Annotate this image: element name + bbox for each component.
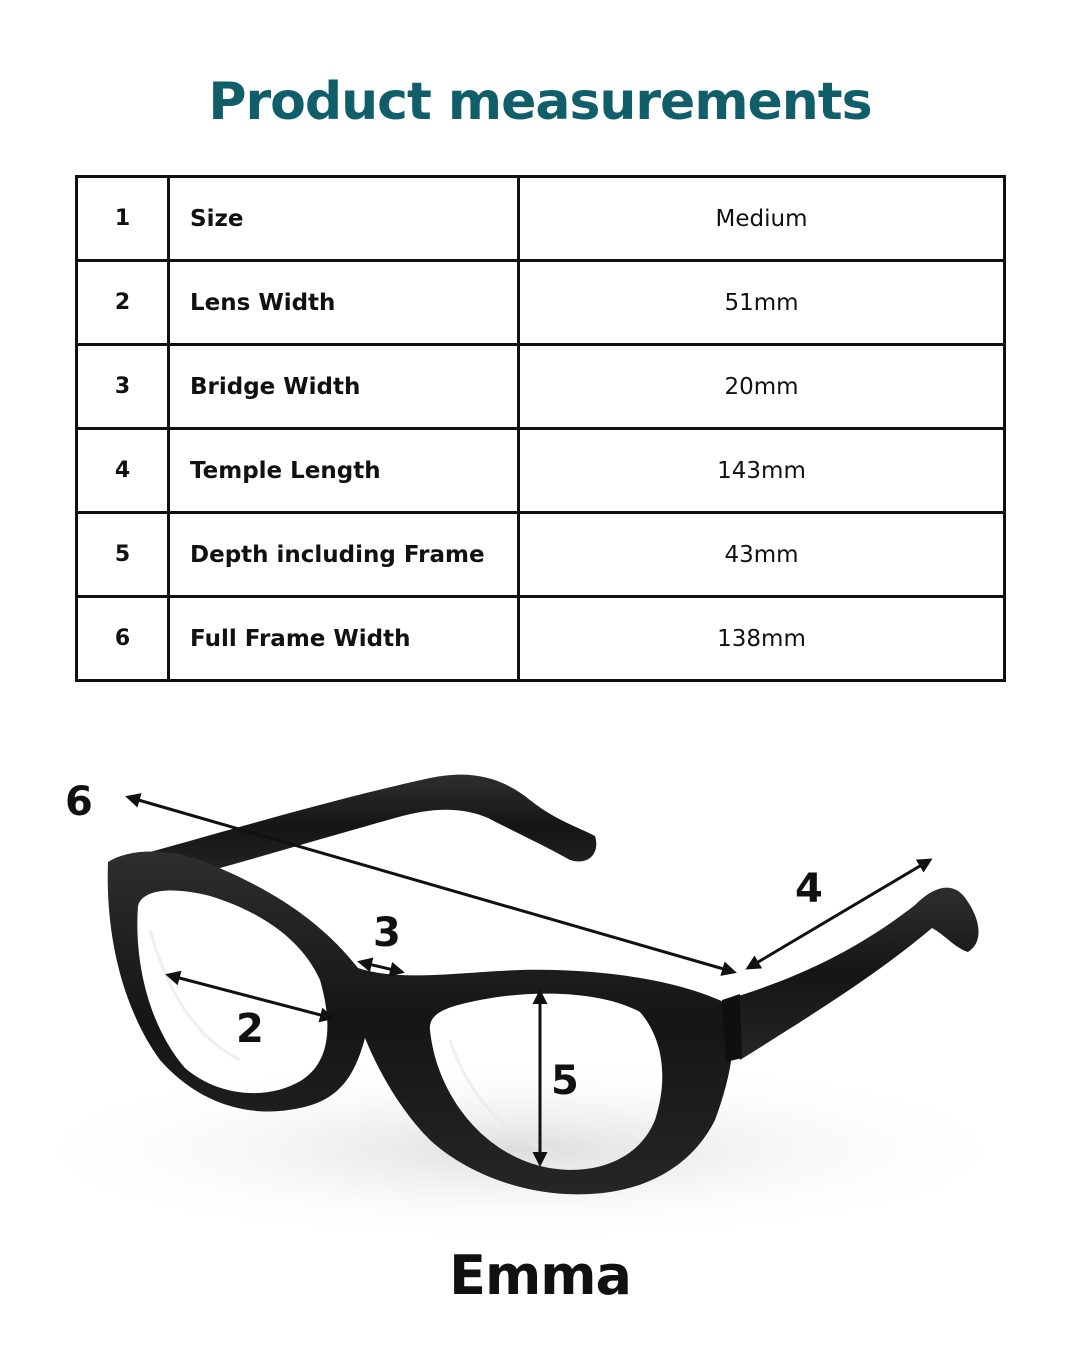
- row-label: Temple Length: [169, 429, 519, 513]
- table-row: [77, 597, 1005, 681]
- measurements-table: [75, 175, 1006, 682]
- row-label: Bridge Width: [169, 345, 519, 429]
- marker-label-3: 3: [373, 910, 401, 956]
- table-row: [77, 177, 1005, 261]
- row-number: 4: [77, 429, 169, 513]
- row-value: 143mm: [519, 429, 1005, 513]
- table-row: [77, 345, 1005, 429]
- row-value: 51mm: [519, 261, 1005, 345]
- row-number: 6: [77, 597, 169, 681]
- row-label: Lens Width: [169, 261, 519, 345]
- row-number: 1: [77, 177, 169, 261]
- row-number: 5: [77, 513, 169, 597]
- marker-label-4: 4: [795, 866, 823, 912]
- table-row: [77, 429, 1005, 513]
- row-number: 3: [77, 345, 169, 429]
- marker-label-2: 2: [236, 1006, 264, 1052]
- row-number: 2: [77, 261, 169, 345]
- page-title: Product measurements: [208, 72, 872, 132]
- row-value: Medium: [519, 177, 1005, 261]
- row-label: Depth including Frame: [169, 513, 519, 597]
- floor-shadow: [0, 1055, 1040, 1245]
- marker-label-6: 6: [65, 779, 93, 825]
- far-temple-arm: [150, 775, 596, 880]
- glasses-diagram: [0, 740, 1080, 1250]
- row-value: 20mm: [519, 345, 1005, 429]
- row-value: 138mm: [519, 597, 1005, 681]
- table-row: [77, 513, 1005, 597]
- table-row: [77, 261, 1005, 345]
- row-label: Size: [169, 177, 519, 261]
- row-value: 43mm: [519, 513, 1005, 597]
- temple-length-arrow: [748, 860, 930, 968]
- model-name: Emma: [449, 1244, 631, 1307]
- row-label: Full Frame Width: [169, 597, 519, 681]
- near-temple-arm: [725, 888, 979, 1060]
- marker-label-5: 5: [551, 1058, 579, 1104]
